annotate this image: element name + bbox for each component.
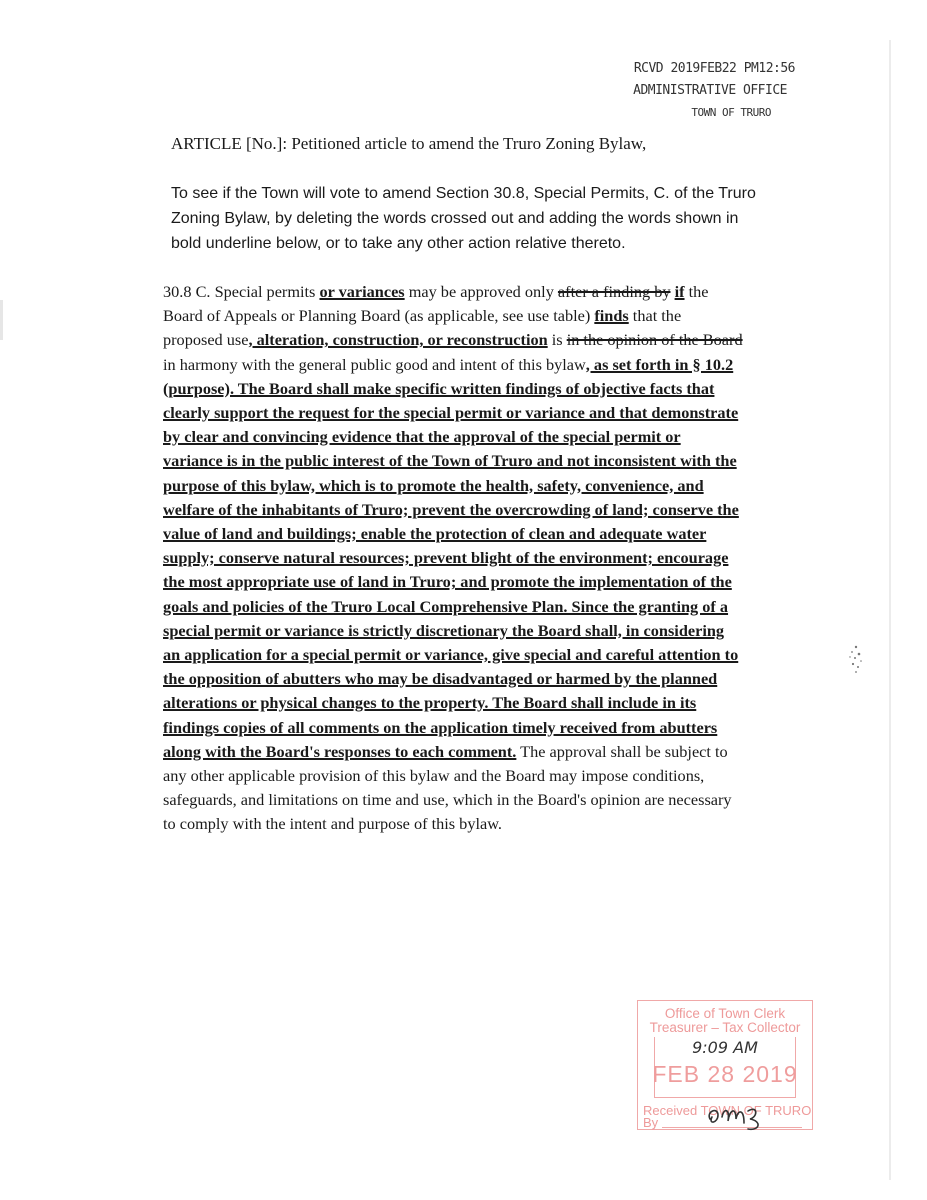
received-header (633, 58, 809, 124)
handwritten-initials-signature (704, 1097, 774, 1133)
received-town: TOWN OF TRURO (691, 106, 771, 119)
body-text-segment: that the proposed use (163, 306, 682, 350)
article-intro: To see if the Town will vote to amend Section 30.8, Special Permits, C. of the Truro Zoning Bylaw, by deleting the words crossed out and adding the words shown in bold underline below, or to take any other action relative thereto. (171, 185, 756, 252)
received-timestamp: RCVD 2019FEB22 PM12:56 (633, 61, 795, 76)
body-text-segment: 30.8 C. Special permits (163, 282, 320, 301)
scan-speck (846, 643, 866, 677)
stamp-handwritten-time: 9:09 AM (692, 1038, 758, 1057)
received-office: ADMINISTRATIVE OFFICE (633, 83, 787, 98)
inserted-text: or variances (319, 282, 405, 301)
stamp-date: FEB 28 2019 (652, 1061, 798, 1087)
town-clerk-stamp (637, 1000, 813, 1130)
body-text-segment: is (547, 330, 567, 350)
inserted-text: if (674, 282, 685, 301)
page-edge-shadow (889, 40, 891, 1180)
body-text-segment: in harmony with the general public good and intent of this bylaw (163, 354, 586, 374)
deleted-text: after a finding by (557, 282, 671, 301)
article-title: ARTICLE [No.]: Petitioned article to amend the Truro Zoning Bylaw, (171, 134, 647, 153)
stamp-office-line: Office of Town Clerk (664, 1006, 786, 1021)
stamp-received-line: Received TOWN OF TRURO (643, 1103, 812, 1118)
inserted-text: finds (594, 306, 629, 326)
scan-mark (0, 300, 3, 340)
bylaw-amendment-text (163, 280, 743, 837)
stamp-treasurer-line: Treasurer – Tax Collector (649, 1020, 801, 1035)
stamp-by-label: By (643, 1115, 659, 1130)
inserted-text: , as set forth in § 10.2 (purpose). The Board shall make specific written findings of objective facts that clearly support the request for the special permit or variance and that demonstrate by clear and convincing evidence that the approval of the special permit or variance is in the public interest of the Town of Truro and not inconsistent with the purpose of this bylaw, which is to promote the health, safety, convenience, and welfare of the inhabitants of Truro; prevent the overcrowding of land; conserve the value of land and buildings; enable the protection of clean and adequate water supply; conserve natural resources; prevent blight of the environment; encourage the most appropriate use of land in Truro; and promote the implementation of the goals and policies of the Truro Local Comprehensive Plan. Since the granting of a special permit or variance is strictly discretionary the Board shall, in considering an application for a special permit or variance, give special and careful attention to the opposition of abutters who may be disadvantaged or harmed by the planned alterations or physical changes to the property. The Board shall include in its findings copies of all comments on the application timely received from abutters along with the Board's responses to each comment. (163, 354, 739, 761)
body-text-segment: the Board of Appeals or Planning Board (as applicable, see use table) (163, 282, 709, 326)
deleted-text: in the opinion of the Board (566, 330, 743, 350)
body-text-segment: may be approved only (404, 282, 558, 301)
body-text-segment: The approval shall be subject to any other applicable provision of this bylaw and the Board may impose conditions, safeguards, and limitations on time and use, which in the Board's opinion are necessary to comply with the intent and purpose of this bylaw. (163, 741, 732, 834)
inserted-text: , alteration, construction, or reconstruction (248, 330, 548, 350)
